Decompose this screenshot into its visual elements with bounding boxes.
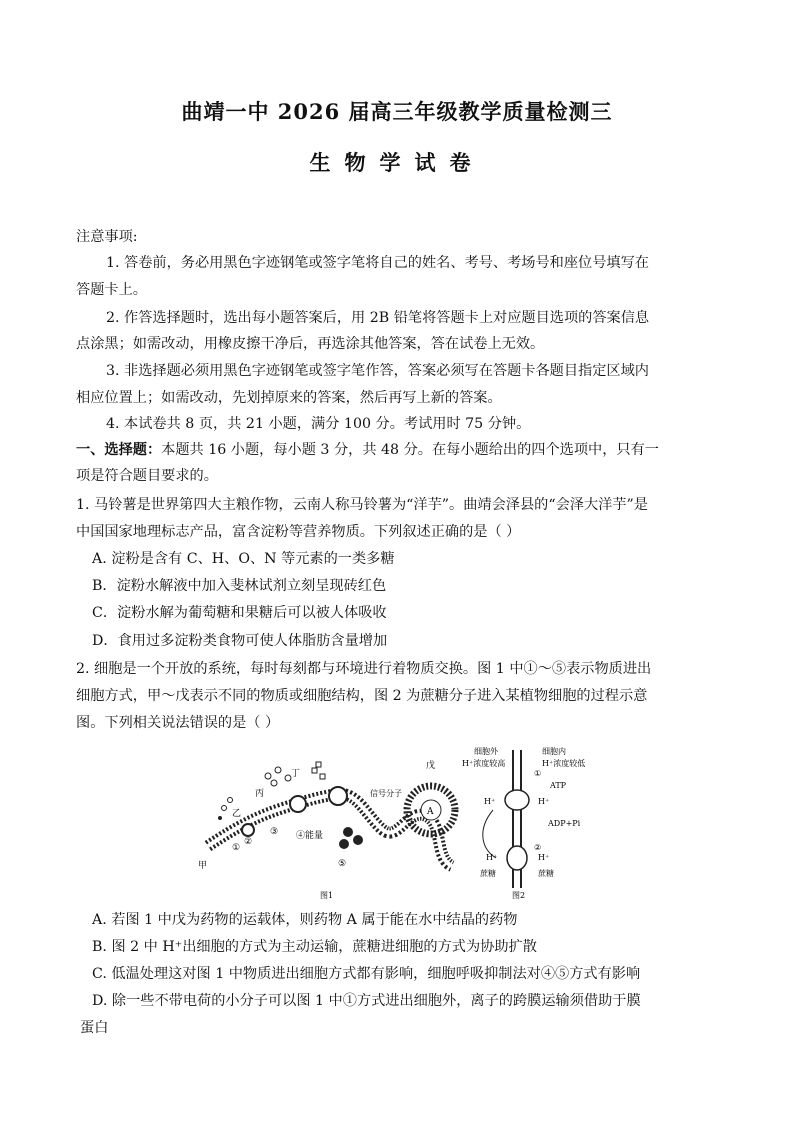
molecule-square [312, 768, 317, 773]
label-sucrose-in: 蔗糖 [538, 869, 554, 878]
exam-title: 曲靖一中 2026 届高三年级教学质量检测三 [181, 99, 613, 124]
section-heading [76, 440, 659, 460]
label-outside: 细胞外 [474, 747, 498, 756]
question-1-option-b: B．淀粉水解液中加入斐林试剂立刻呈现砖红色 [92, 578, 387, 594]
question-2-option-d-cont: 蛋白 [80, 1020, 109, 1036]
question-2-option-a: A. 若图 1 中戊为药物的运载体，则药物 A 属于能在水中结晶的药物 [92, 912, 518, 928]
label-circle-1b: ① [534, 769, 542, 778]
label-jia: 甲 [198, 861, 208, 871]
question-1-option-c: C．淀粉水解为葡萄糖和果糖后可以被人体吸收 [92, 605, 387, 621]
molecule-dot [339, 839, 349, 849]
channel-protein [290, 796, 306, 812]
channel-protein [242, 824, 254, 836]
label-wu: 戊 [426, 761, 436, 771]
notice-item: 4. 本试卷共 8 页，共 21 小题，满分 100 分。考试用时 75 分钟。 [106, 416, 531, 432]
question-2-option-c: C. 低温处理这对图 1 中物质进出细胞方式都有影响，细胞呼吸抑制法对④⑤方式有影响 [92, 966, 641, 982]
question-2-text: 细胞方式，甲～戊表示不同的物质或细胞结构，图 2 为蔗糖分子进入某植物细胞的过程示意 [76, 688, 648, 704]
molecule-dot [275, 767, 281, 773]
h-flow-arrow [483, 810, 496, 858]
question-2-text: 图。下列相关说法错误的是（ ） [76, 715, 280, 731]
label-energy: ④能量 [296, 831, 324, 841]
notice-item: 1. 答卷前，务必用黑色字迹钢笔或签字笔将自己的姓名、考号、考场号和座位号填写在 [106, 255, 649, 271]
question-1-text: 中国国家地理标志产品，富含淀粉等营养物质。下列叙述正确的是（ ） [76, 524, 521, 540]
exam-subtitle: 生物学试卷 [309, 150, 485, 175]
figure-1 [198, 759, 455, 900]
label-inside: 细胞内 [542, 747, 566, 756]
molecule-dot [222, 806, 227, 811]
label-circle-2: ② [244, 837, 253, 847]
label-circle-1: ① [232, 843, 241, 853]
question-2-option-b: B. 图 2 中 H⁺出细胞的方式为主动运输，蔗糖进细胞的方式为协助扩散 [92, 939, 537, 955]
question-2-option-d: D. 除一些不带电荷的小分子可以图 1 中①方式进出细胞外，离子的跨膜运输须借助于膜 [92, 993, 641, 1009]
notice-item: 2. 作答选择题时，选出每小题答案后，用 2B 铅笔将答题卡上对应题目选项的答案信息 [106, 310, 650, 326]
label-a: A [427, 807, 434, 817]
molecule-dot [218, 816, 222, 820]
label-h-low: H⁺浓度较低 [542, 759, 586, 768]
section-label: 一、选择题： [76, 442, 162, 458]
question-1-option-d: D．食用过多淀粉类食物可使人体脂肪含量增加 [92, 633, 388, 649]
label-sucrose-out: 蔗糖 [480, 869, 496, 878]
molecule-dot [228, 798, 233, 803]
label-h-out: H⁺ [484, 797, 496, 806]
label-h-in: H⁺ [538, 797, 550, 806]
molecule-dot [271, 780, 277, 786]
proton-pump [505, 790, 529, 810]
question-1-text: 1. 马铃薯是世界第四大主粮作物，云南人称马铃薯为“洋芋”。曲靖会泽县的“会泽大洋芋”是 [76, 497, 648, 513]
molecule-square [320, 774, 325, 779]
question-2-text: 2. 细胞是一个开放的系统，每时每刻都与环境进行着物质交换。图 1 中①～⑤表示物质进出 [76, 661, 652, 677]
label-h-in-2: H⁺ [538, 853, 550, 862]
molecule-dot [353, 835, 363, 845]
figure-2 [462, 746, 585, 900]
label-bing: 丙 [255, 789, 265, 799]
question-1-option-a: A. 淀粉是含有 C、H、O、N 等元素的一类多糖 [92, 551, 395, 567]
label-h-out-2: H⁺ [486, 853, 498, 862]
notice-item: 点涂黑；如需改动，用橡皮擦干净后，再选涂其他答案，答在试卷上无效。 [76, 336, 545, 352]
label-ding: 丁 [291, 769, 301, 779]
label-signal: 信号分子 [370, 789, 402, 798]
carrier-protein [329, 787, 347, 805]
figure-2-caption: 图2 [512, 891, 526, 900]
notice-item: 3. 非选择题必须用黑色字迹钢笔或签字笔作答，答案必须写在答题卡各题目指定区域内 [106, 363, 649, 379]
membrane-transport-figure [198, 738, 618, 900]
molecule-square [316, 762, 321, 767]
label-atp: ATP [550, 781, 567, 790]
label-circle-3: ③ [270, 827, 279, 837]
figure-1-caption: 图1 [320, 891, 334, 900]
molecule-dot [265, 773, 271, 779]
molecule-dot [343, 827, 353, 837]
label-yi: 乙 [232, 809, 242, 819]
label-circle-5: ⑤ [338, 859, 347, 869]
label-circle-2b: ② [534, 843, 542, 852]
label-h-high: H⁺浓度较高 [462, 759, 506, 768]
notice-heading: 注意事项: [76, 229, 138, 245]
section-text: 项是符合题目要求的。 [76, 468, 218, 484]
sucrose-cotransporter [507, 846, 527, 870]
notice-item: 相应位置上；如需改动，先划掉原来的答案，然后再写上新的答案。 [76, 390, 502, 406]
label-adp: ADP+Pi [548, 819, 581, 828]
notice-item: 答题卡上。 [76, 282, 147, 298]
section-text: 本题共 16 小题，每小题 3 分，共 48 分。在每小题给出的四个选项中，只有一 [161, 442, 659, 458]
